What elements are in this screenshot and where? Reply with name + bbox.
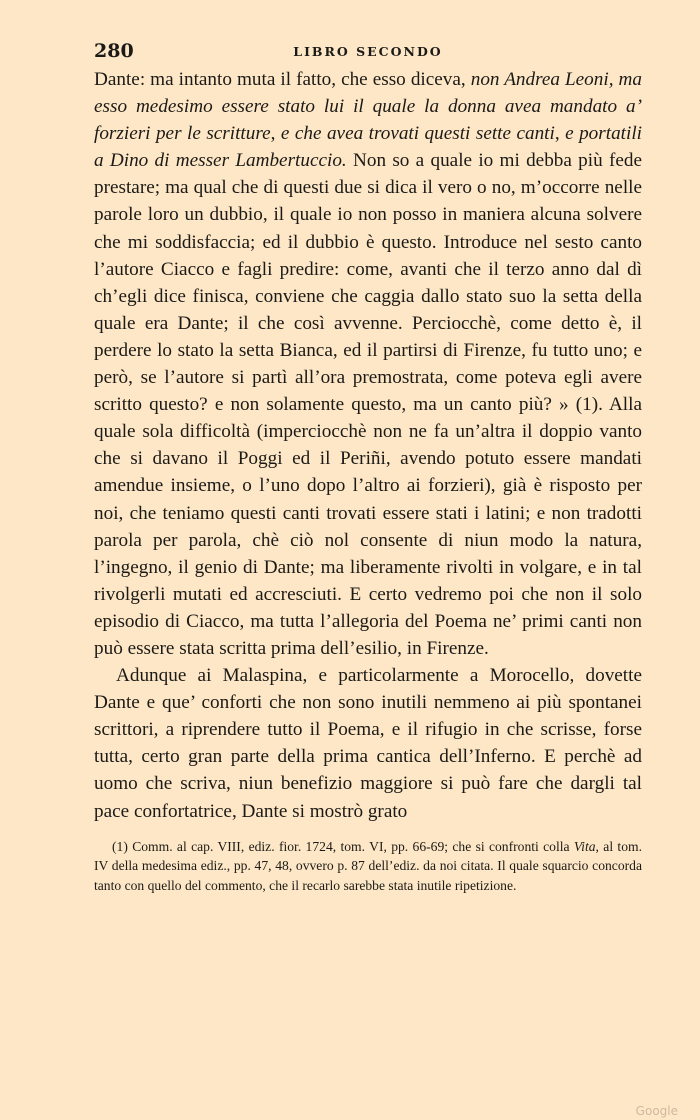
book-page (94, 40, 642, 895)
footnote-italic: Vita (573, 838, 596, 854)
paragraph-1 (94, 66, 642, 662)
text-run: Dante: ma intanto muta il fatto, che esso diceva, (94, 69, 471, 90)
footnote-text: (1) Comm. al cap. VIII, ediz. fior. 1724, tom. VI, pp. 66-69; che si confronti colla (112, 838, 574, 854)
paragraph-2: Adunque ai Malaspina, e particolarmente a Morocello, dovette Dante e que’ conforti che non sono inutili nemmeno ai più spontanei scrittori, a riprendere tutto il Poema, e il rifugio in che scrisse, forse tutta, certo gran parte della prima cantica dell’Inferno. E perchè ad uomo che scriva, niun benefizio maggiore si può fare che dargli tal pace confortatrice, Dante si mostrò grato (94, 665, 642, 822)
watermark: Google (635, 1104, 678, 1118)
footnote (94, 837, 642, 896)
footnote-text: , al tom. IV della medesima ediz., pp. 47, 48, ovvero p. 87 dell’ediz. da noi citata. Il quale squarcio concorda tanto con quello del commento, che il recarlo sarebbe stata inutile ripetizione. (94, 838, 642, 893)
running-head: LIBRO SECONDO (293, 44, 443, 59)
page-header (94, 40, 642, 66)
page-number: 280 (94, 40, 134, 62)
italic-run: non Andrea Leoni, (470, 69, 614, 90)
italic-run: e che avea trovati questi sette canti (280, 123, 555, 145)
text-run: Non so a quale io mi debba più fede prestare; ma qual che di questi due si dica il vero o no, m’occorre nelle parole loro un dubbio, il quale io non posso in maniera alcuna solvere che mi soddisfaccia; ed il dubbio è questo. Introduce nel sesto canto l’autore Ciacco e fagli predire: come, avanti che il terzo anno dal dì ch’egli dice finisca, conviene che caggia dallo stato suo la setta della quale era Dante; il che così avvenne. Perciocchè, come detto è, il perdere lo stato la setta Bianca, ed il partirsi di Firenze, fu tutto uno; e però, se l’autore si partì all’ora premostrata, come poteva egli avere scritto questo? e non solamente questo, ma un canto più? » (1). Alla quale sola difficoltà (imperciocchè non ne fa un’altra il doppio vanto che si davano il Poggi ed il Periñi, avendo potuto essere mandati amendue insieme, o l’uno dopo l’altro ai forzieri), già è risposto per noi, che teniamo questi canti trovati essere stati i latini; e non tradotti parola per parola, chè ciò nol consente di niun modo la natura, l’ingegno, il genio di Dante; ma liberamente rivolti in volgare, e in tal rivolgerli mutati ed accresciuti. E certo vedremo poi che non il solo episodio di Ciacco, ma tutta l’allegoria del Poema ne’ primi canti non può essere stata scritta prima dell’esilio, in Firenze. (94, 150, 643, 659)
italic-run: e portatili a Dino di messer Lambertuccio. (94, 123, 642, 172)
italic-run: ma esso medesimo essere stato lui il quale la donna avea mandato a’ forzieri per le scritture (94, 69, 642, 145)
main-text (94, 66, 642, 825)
text-run: , (270, 123, 281, 145)
text-run: , (554, 123, 566, 145)
footnote-1 (94, 837, 642, 896)
